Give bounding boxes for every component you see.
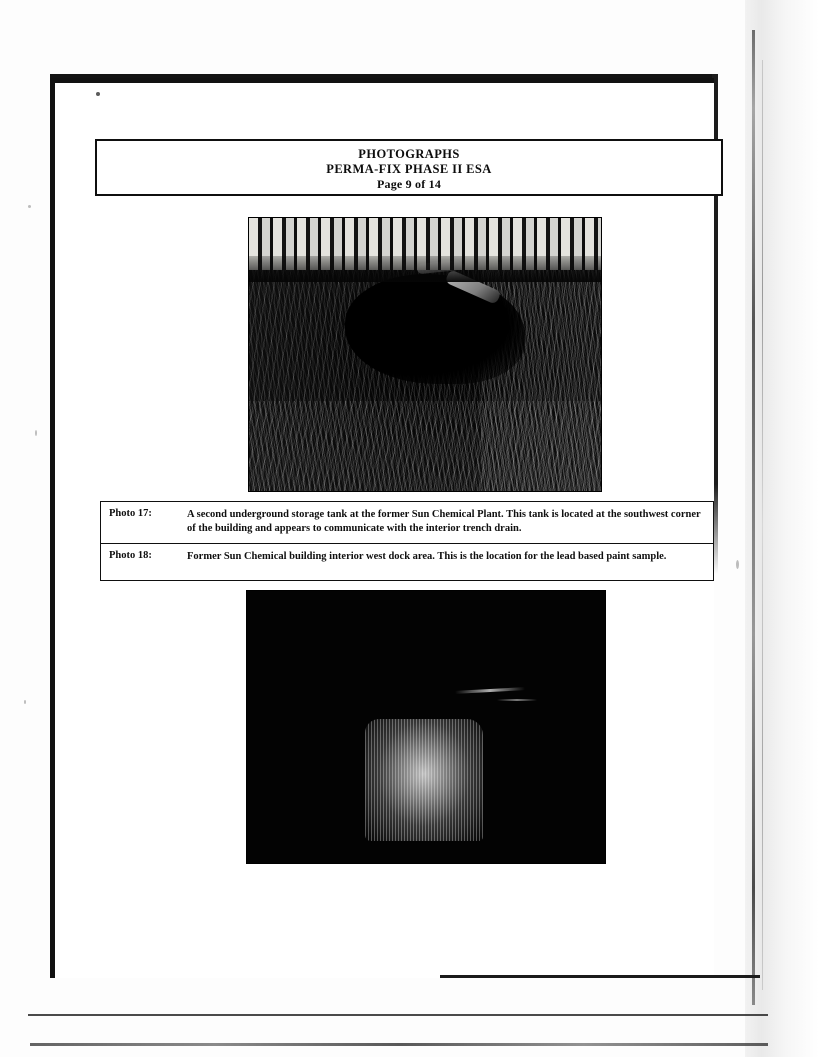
page-bottom-rule	[440, 975, 760, 978]
page-subtitle: PERMA-FIX PHASE II ESA	[326, 162, 492, 176]
scan-speck	[736, 560, 739, 569]
scan-bottom-rule-upper	[28, 1014, 768, 1016]
photo-caption-table	[100, 501, 714, 581]
scan-right-edge-noise	[745, 0, 819, 1057]
scan-speck	[35, 430, 37, 436]
scan-bottom-rule-lower	[30, 1043, 768, 1046]
scan-speck	[28, 205, 31, 208]
photo-18-lit-opening	[365, 719, 483, 841]
table-row	[101, 502, 713, 544]
photo-17-caption-text: A second underground storage tank at the former Sun Chemical Plant. This tank is located at the southwest corner of the building and appears to communicate with the interior trench drain.	[187, 509, 701, 534]
scan-speck	[24, 700, 26, 704]
page-ink-spot	[96, 92, 100, 96]
page-title: PHOTOGRAPHS	[358, 147, 460, 161]
photo-17-foreground-grass	[249, 401, 601, 491]
photo-18-caption-label: Photo 18:	[109, 550, 152, 561]
photo-18-image	[246, 590, 606, 864]
page-header-box	[95, 139, 723, 196]
scan-edge-streak	[752, 30, 755, 1005]
photo-17-fence-shadow	[249, 256, 601, 282]
page-number-label: Page 9 of 14	[376, 177, 442, 191]
table-row	[101, 544, 713, 580]
photo-18-caption-text: Former Sun Chemical building interior west dock area. This is the location for the lead based paint sample.	[187, 551, 667, 562]
scan-edge-streak-secondary	[762, 60, 763, 990]
photo-17-caption-label: Photo 17:	[109, 508, 152, 519]
photo-17-image	[248, 217, 602, 492]
photo-18-light-streak-secondary	[497, 699, 537, 701]
